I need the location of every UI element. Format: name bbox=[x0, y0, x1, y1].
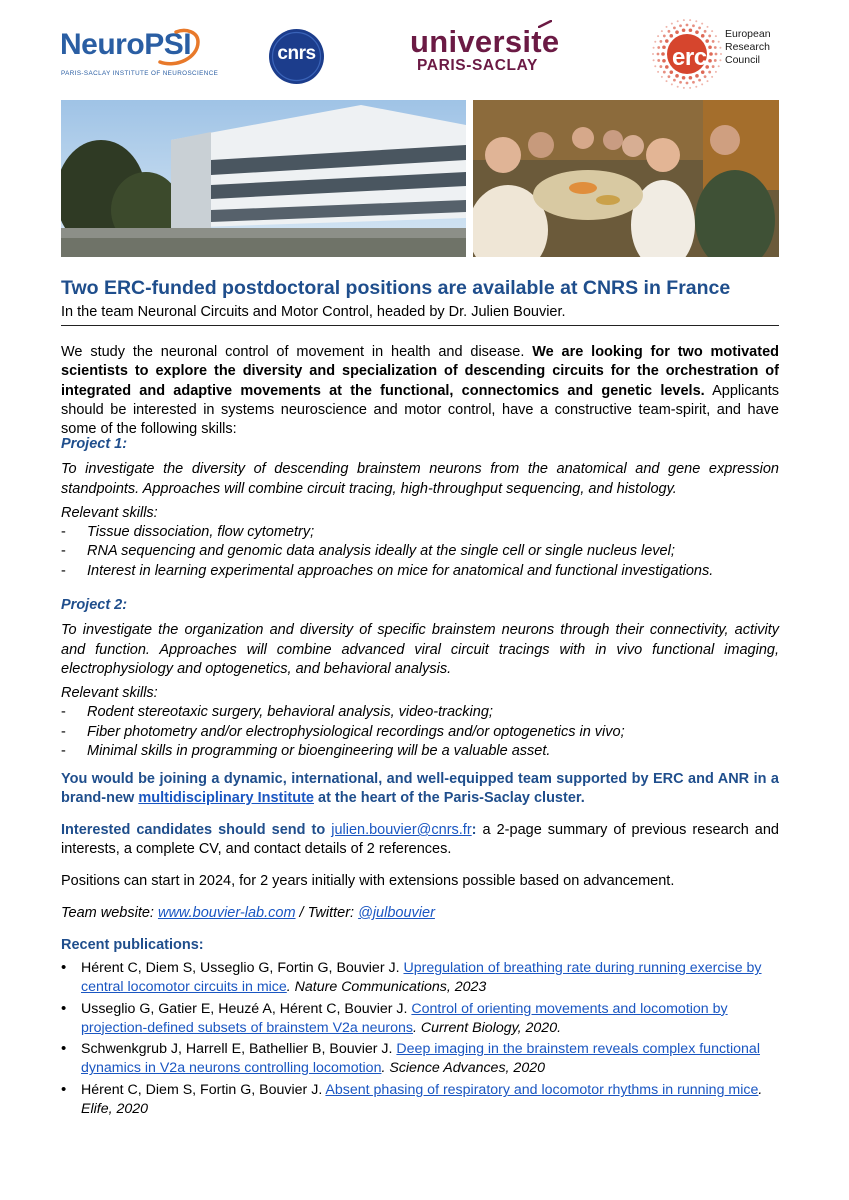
team-photo bbox=[473, 100, 779, 257]
apply-paragraph: Interested candidates should send to julien.bouvier@cnrs.fr: a 2-page summary of previous research and interests, a complete CV, and contact details of 2 references. bbox=[61, 822, 779, 858]
intro-paragraph: We study the neuronal control of movement in health and disease. We are looking for two motivated scientists to explore the diversity and specialization of descending circuits for the orchestration of integrated and adaptive movements at the functional, connectomics and genetic levels. Applicants should be interested in systems neuroscience and motor control, have a constructive team-spirit, and have some of the following skills: bbox=[61, 344, 779, 438]
joining-paragraph: You would be joining a dynamic, international, and well-equipped team supported by ERC and ANR in a brand-new multidisciplinary Institute at the heart of the Paris-Saclay cluster. bbox=[61, 771, 779, 807]
website-line: Team website: www.bouvier-lab.com / Twitter: @julbouvier bbox=[61, 905, 435, 921]
twitter-link[interactable]: @julbouvier bbox=[358, 905, 435, 921]
project2-description: To investigate the organization and diversity of specific brainstem neurons through their connectivity, activity and function. Approaches will combine advanced viral circuit tracings with in vivo functional imaging, electrophysiology and optogenetics, and behavioral analysis. bbox=[61, 622, 779, 677]
universite-paris-saclay-logo: universite PARIS-SACLAY bbox=[410, 24, 552, 78]
project1-section bbox=[61, 435, 779, 581]
title-divider bbox=[61, 325, 779, 326]
institute-building-photo bbox=[61, 100, 466, 257]
neuropsi-logo bbox=[60, 28, 219, 80]
project1-title: Project 1: bbox=[61, 436, 128, 452]
neuropsi-wordmark: NeuroPSI bbox=[60, 28, 192, 61]
team-website-link[interactable]: www.bouvier-lab.com bbox=[157, 905, 296, 921]
page-subtitle: In the team Neuronal Circuits and Motor Control, headed by Dr. Julien Bouvier. bbox=[61, 304, 566, 320]
list-item: - Interest in learning experimental approaches on mice for anatomical and functional investigations. bbox=[61, 562, 779, 581]
project2-section bbox=[61, 596, 779, 761]
list-item: • Hérent C, Diem S, Fortin G, Bouvier J. Absent phasing of respiratory and locomotor rhythms in running mice. Elife, 2020 bbox=[61, 1081, 779, 1119]
list-item: - Fiber photometry and/or electrophysiological recordings and/or optogenetics in vivo; bbox=[61, 723, 779, 742]
list-item: - Tissue dissociation, flow cytometry; bbox=[61, 523, 779, 542]
publications-section bbox=[61, 936, 779, 1122]
erc-full-name: European Research Council bbox=[725, 28, 771, 66]
publication-link[interactable]: Upregulation of breathing rate during running exercise by central locomotor circuits in mice bbox=[81, 960, 762, 996]
project1-skills-label: Relevant skills: bbox=[61, 504, 158, 521]
list-item: - Rodent stereotaxic surgery, behavioral analysis, video-tracking; bbox=[61, 703, 779, 722]
project2-skills-label: Relevant skills: bbox=[61, 685, 158, 702]
project1-skills-list bbox=[61, 523, 779, 581]
list-item: • Hérent C, Diem S, Usseglio G, Fortin G, Bouvier J. Upregulation of breathing rate during running exercise by central locomotor circuits in mice. Nature Communications, 2023 bbox=[61, 959, 779, 997]
publication-link[interactable]: Absent phasing of respiratory and locomotor rhythms in running mice bbox=[325, 1082, 759, 1099]
list-item: - RNA sequencing and genomic data analysis ideally at the single cell or single nucleus level; bbox=[61, 542, 779, 561]
page-title: Two ERC-funded postdoctoral positions are available at CNRS in France bbox=[61, 277, 731, 299]
project1-description: To investigate the diversity of descending brainstem neurons from the anatomical and gene expression standpoints. Approaches will combine circuit tracing, high-throughput sequencing, and histology. bbox=[61, 461, 779, 497]
project2-skills-list bbox=[61, 703, 779, 761]
contact-email-link[interactable]: julien.bouvier@cnrs.fr bbox=[331, 822, 472, 838]
list-item: • Usseglio G, Gatier E, Heuzé A, Hérent C, Bouvier J. Control of orienting movements and locomotion by projection-defined subsets of brainstem V2a neurons. Current Biology, 2020. bbox=[61, 1000, 779, 1038]
list-item: - Minimal skills in programming or bioengineering will be a valuable asset. bbox=[61, 742, 779, 761]
publication-link[interactable]: Control of orienting movements and locomotion by projection-defined subsets of brainstem V2a neurons bbox=[81, 1000, 728, 1036]
positions-paragraph: Positions can start in 2024, for 2 years initially with extensions possible based on advancement. bbox=[61, 873, 675, 889]
publications-title: Recent publications: bbox=[61, 937, 204, 953]
cnrs-logo: cnrs bbox=[268, 28, 325, 85]
neuropsi-tagline: PARIS-SACLAY INSTITUTE OF NEUROSCIENCE bbox=[61, 70, 219, 77]
erc-logo: erc European Research Council bbox=[650, 18, 800, 90]
institute-link[interactable]: multidisciplinary Institute bbox=[138, 790, 314, 807]
neuropsi-swoosh-icon bbox=[154, 28, 202, 68]
publication-link[interactable]: Deep imaging in the brainstem reveals complex functional dynamics in V2a neurons controlling locomotion bbox=[81, 1041, 760, 1077]
list-item: • Schwenkgrub J, Harrell E, Bathellier B, Bouvier J. Deep imaging in the brainstem reveals complex functional dynamics in V2a neurons controlling locomotion. Science Advances, 2020 bbox=[61, 1040, 779, 1078]
project2-title: Project 2: bbox=[61, 597, 128, 613]
publications-list bbox=[61, 959, 779, 1118]
